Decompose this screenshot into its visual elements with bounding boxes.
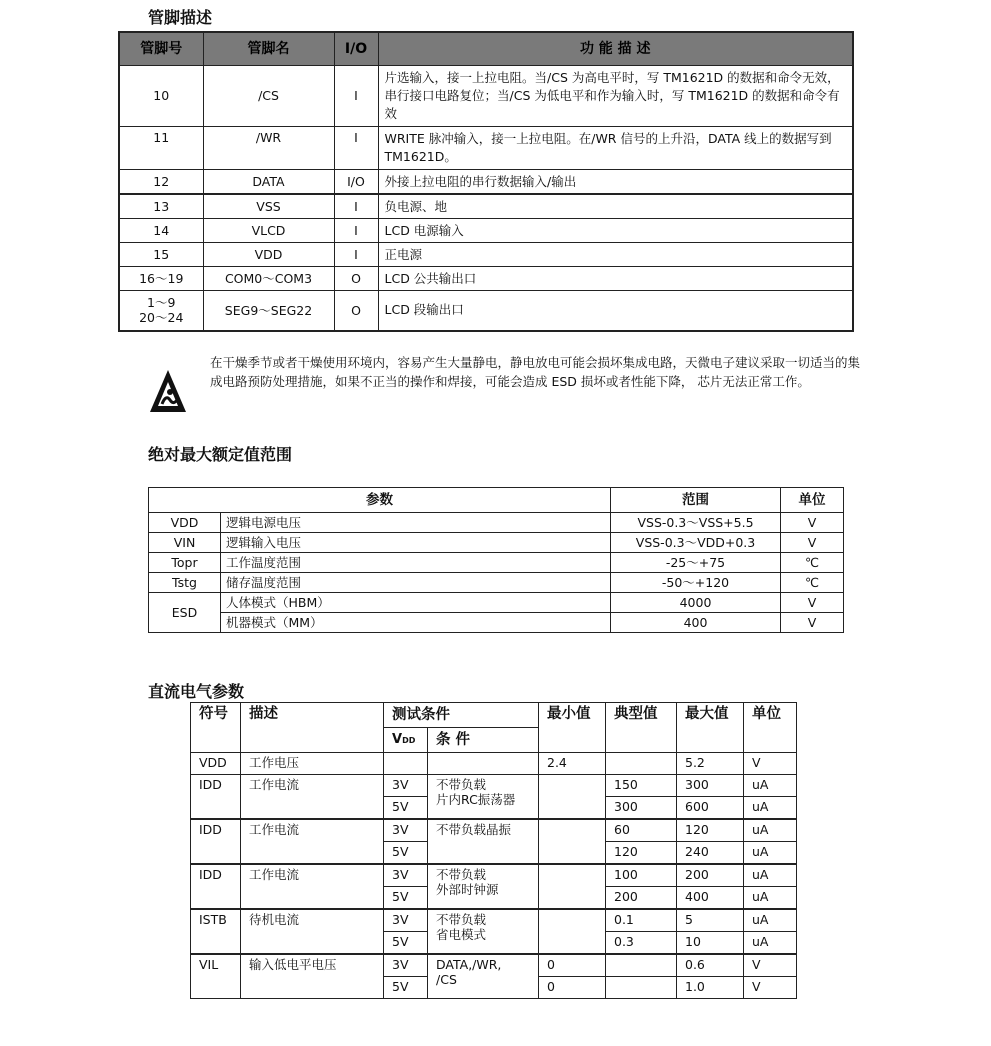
dc-sym: ISTB <box>191 909 241 954</box>
pin-io: I <box>334 194 378 219</box>
dc-unit: V <box>744 977 797 999</box>
dc-max: 10 <box>677 932 744 955</box>
pin-section-title: 管脚描述 <box>148 8 213 27</box>
dc-typ: 120 <box>606 842 677 865</box>
absmax-range: 400 <box>611 613 781 633</box>
header-pin-no: 管脚号 <box>119 32 203 66</box>
dc-desc: 输入低电平电压 <box>241 954 384 999</box>
table-row <box>191 864 797 887</box>
table-row <box>119 66 853 127</box>
pin-table <box>118 31 854 332</box>
dc-unit: uA <box>744 775 797 797</box>
header-max: 最大值 <box>677 703 744 753</box>
dc-vdd: 5V <box>384 887 428 910</box>
dc-max: 600 <box>677 797 744 820</box>
pin-io: I <box>334 127 378 170</box>
header-min: 最小值 <box>539 703 606 753</box>
dc-vdd: 5V <box>384 977 428 999</box>
dc-sym: VIL <box>191 954 241 999</box>
pin-desc: 片选输入，接一上拉电阻。当/CS 为高电平时，写 TM1621D 的数据和命令无效，串行接口电路复位；当/CS 为低电平和作为输入时，写 TM1621D 的数据和命令有效 <box>378 66 853 127</box>
table-row <box>191 775 797 797</box>
pin-name: VSS <box>203 194 334 219</box>
pin-no <box>119 291 203 331</box>
pin-no-line1: 1～9 <box>147 295 176 311</box>
absmax-sym: Tstg <box>149 573 221 593</box>
absmax-sym: Topr <box>149 553 221 573</box>
table-row <box>119 170 853 195</box>
esd-note-text: 在干燥季节或者干燥使用环境内，容易产生大量静电，静电放电可能会损坏集成电路，天微电子建议采取一切适当的集成电路预防处理措施，如果不正当的操作和焊接，可能会造成 ESD 损坏或者性能下降， 芯片无法正常工作。 <box>210 355 861 389</box>
dc-sym: IDD <box>191 819 241 864</box>
pin-no: 12 <box>119 170 203 195</box>
pin-name: /WR <box>203 127 334 170</box>
table-row <box>149 593 844 613</box>
absmax-unit: V <box>781 593 844 613</box>
absmax-unit: V <box>781 613 844 633</box>
header-unit: 单位 <box>744 703 797 753</box>
table-row <box>149 553 844 573</box>
dc-desc: 工作电流 <box>241 864 384 909</box>
dc-cond: 不带负载 片内RC振荡器 <box>428 775 539 820</box>
dc-max: 0.6 <box>677 954 744 977</box>
header-desc: 描述 <box>241 703 384 753</box>
header-pin-name: 管脚名 <box>203 32 334 66</box>
pin-desc: 正电源 <box>378 243 853 267</box>
absmax-desc: 逻辑电源电压 <box>221 513 611 533</box>
dc-max: 200 <box>677 864 744 887</box>
esd-warning-icon <box>148 368 188 414</box>
pin-name: /CS <box>203 66 334 127</box>
dc-typ: 150 <box>606 775 677 797</box>
dc-vdd: 3V <box>384 775 428 797</box>
dc-max: 5.2 <box>677 753 744 775</box>
absmax-range: -50～+120 <box>611 573 781 593</box>
absmax-sym: ESD <box>149 593 221 633</box>
pin-desc: 负电源、地 <box>378 194 853 219</box>
dc-unit: uA <box>744 797 797 820</box>
pin-no: 14 <box>119 219 203 243</box>
absmax-unit: ℃ <box>781 553 844 573</box>
dc-min: 2.4 <box>539 753 606 775</box>
dc-typ: 0.1 <box>606 909 677 932</box>
absmax-range: VSS-0.3～VSS+5.5 <box>611 513 781 533</box>
table-row <box>191 909 797 932</box>
pin-no-line2: 20～24 <box>139 310 184 326</box>
table-row <box>119 291 853 331</box>
pin-io: I <box>334 66 378 127</box>
dc-vdd: 5V <box>384 842 428 865</box>
dc-max: 1.0 <box>677 977 744 999</box>
dc-unit: uA <box>744 932 797 955</box>
dc-desc: 工作电流 <box>241 819 384 864</box>
dc-vdd: 5V <box>384 797 428 820</box>
pin-name: COM0～COM3 <box>203 267 334 291</box>
absmax-range: 4000 <box>611 593 781 613</box>
absmax-section-title: 绝对最大额定值范围 <box>148 445 293 464</box>
pin-io: I <box>334 243 378 267</box>
dc-max: 240 <box>677 842 744 865</box>
dc-max: 300 <box>677 775 744 797</box>
absmax-unit: V <box>781 533 844 553</box>
absmax-sym: VDD <box>149 513 221 533</box>
table-row <box>149 513 844 533</box>
header-cond: 测试条件 <box>384 703 539 728</box>
header-cond-sub: 条 件 <box>428 728 539 753</box>
table-row <box>191 753 797 775</box>
dc-cond: DATA,/WR, /CS <box>428 954 539 999</box>
table-row <box>119 219 853 243</box>
header-unit: 单位 <box>781 488 844 513</box>
dc-typ: 60 <box>606 819 677 842</box>
pin-desc: LCD 段输出口 <box>378 291 853 331</box>
table-row <box>149 613 844 633</box>
pin-io: O <box>334 267 378 291</box>
pin-desc: LCD 电源输入 <box>378 219 853 243</box>
dc-vdd: 5V <box>384 932 428 955</box>
dc-max: 400 <box>677 887 744 910</box>
absmax-desc: 逻辑输入电压 <box>221 533 611 553</box>
dc-typ: 0.3 <box>606 932 677 955</box>
header-typ: 典型值 <box>606 703 677 753</box>
pin-name: DATA <box>203 170 334 195</box>
header-io: I/O <box>334 32 378 66</box>
dc-desc: 工作电流 <box>241 775 384 820</box>
pin-io: O <box>334 291 378 331</box>
dc-table <box>190 702 797 999</box>
pin-name: VLCD <box>203 219 334 243</box>
dc-vdd: 3V <box>384 909 428 932</box>
pin-io: I/O <box>334 170 378 195</box>
pin-desc: 外接上拉电阻的串行数据输入/输出 <box>378 170 853 195</box>
dc-typ: 200 <box>606 887 677 910</box>
dc-typ: 300 <box>606 797 677 820</box>
dc-vdd: 3V <box>384 864 428 887</box>
absmax-table <box>148 487 844 633</box>
dc-unit: uA <box>744 819 797 842</box>
dc-unit: uA <box>744 864 797 887</box>
dc-min: 0 <box>539 977 606 999</box>
dc-min: 0 <box>539 954 606 977</box>
pin-no: 13 <box>119 194 203 219</box>
pin-no: 15 <box>119 243 203 267</box>
dc-vdd: 3V <box>384 954 428 977</box>
header-function: 功 能 描 述 <box>378 32 853 66</box>
dc-header <box>191 703 797 728</box>
header-vdd: VDD <box>384 728 428 753</box>
dc-max: 5 <box>677 909 744 932</box>
absmax-range: VSS-0.3～VDD+0.3 <box>611 533 781 553</box>
pin-name: VDD <box>203 243 334 267</box>
absmax-unit: V <box>781 513 844 533</box>
pin-desc: WRITE 脉冲输入，接一上拉电阻。在/WR 信号的上升沿，DATA 线上的数据写到 TM1621D。 <box>378 127 853 170</box>
dc-unit: V <box>744 753 797 775</box>
pin-name: SEG9～SEG22 <box>203 291 334 331</box>
absmax-desc: 储存温度范围 <box>221 573 611 593</box>
absmax-header <box>149 488 844 513</box>
table-row <box>191 954 797 977</box>
absmax-unit: ℃ <box>781 573 844 593</box>
pin-no: 16～19 <box>119 267 203 291</box>
dc-sym: VDD <box>191 753 241 775</box>
absmax-desc: 工作温度范围 <box>221 553 611 573</box>
pin-desc: LCD 公共输出口 <box>378 267 853 291</box>
pin-io: I <box>334 219 378 243</box>
dc-desc: 工作电压 <box>241 753 384 775</box>
table-row <box>191 819 797 842</box>
dc-vdd: 3V <box>384 819 428 842</box>
dc-max: 120 <box>677 819 744 842</box>
dc-unit: V <box>744 954 797 977</box>
absmax-sym: VIN <box>149 533 221 553</box>
absmax-range: -25～+75 <box>611 553 781 573</box>
header-sym: 符号 <box>191 703 241 753</box>
table-row <box>149 533 844 553</box>
table-row <box>119 267 853 291</box>
table-row <box>119 127 853 170</box>
pin-no: 10 <box>119 66 203 127</box>
table-row <box>119 194 853 219</box>
absmax-desc: 机器模式（MM） <box>221 613 611 633</box>
absmax-desc: 人体模式（HBM） <box>221 593 611 613</box>
header-param: 参数 <box>149 488 611 513</box>
dc-section-title: 直流电气参数 <box>148 682 245 701</box>
dc-cond: 不带负载晶振 <box>428 819 539 864</box>
pin-no: 11 <box>119 127 203 170</box>
dc-sym: IDD <box>191 864 241 909</box>
dc-desc: 待机电流 <box>241 909 384 954</box>
dc-typ: 100 <box>606 864 677 887</box>
dc-cond: 不带负载 省电模式 <box>428 909 539 954</box>
dc-unit: uA <box>744 842 797 865</box>
dc-unit: uA <box>744 887 797 910</box>
dc-sym: IDD <box>191 775 241 820</box>
table-row <box>119 243 853 267</box>
table-row <box>149 573 844 593</box>
dc-unit: uA <box>744 909 797 932</box>
header-range: 范围 <box>611 488 781 513</box>
dc-cond: 不带负载 外部时钟源 <box>428 864 539 909</box>
pin-table-header <box>119 32 853 66</box>
